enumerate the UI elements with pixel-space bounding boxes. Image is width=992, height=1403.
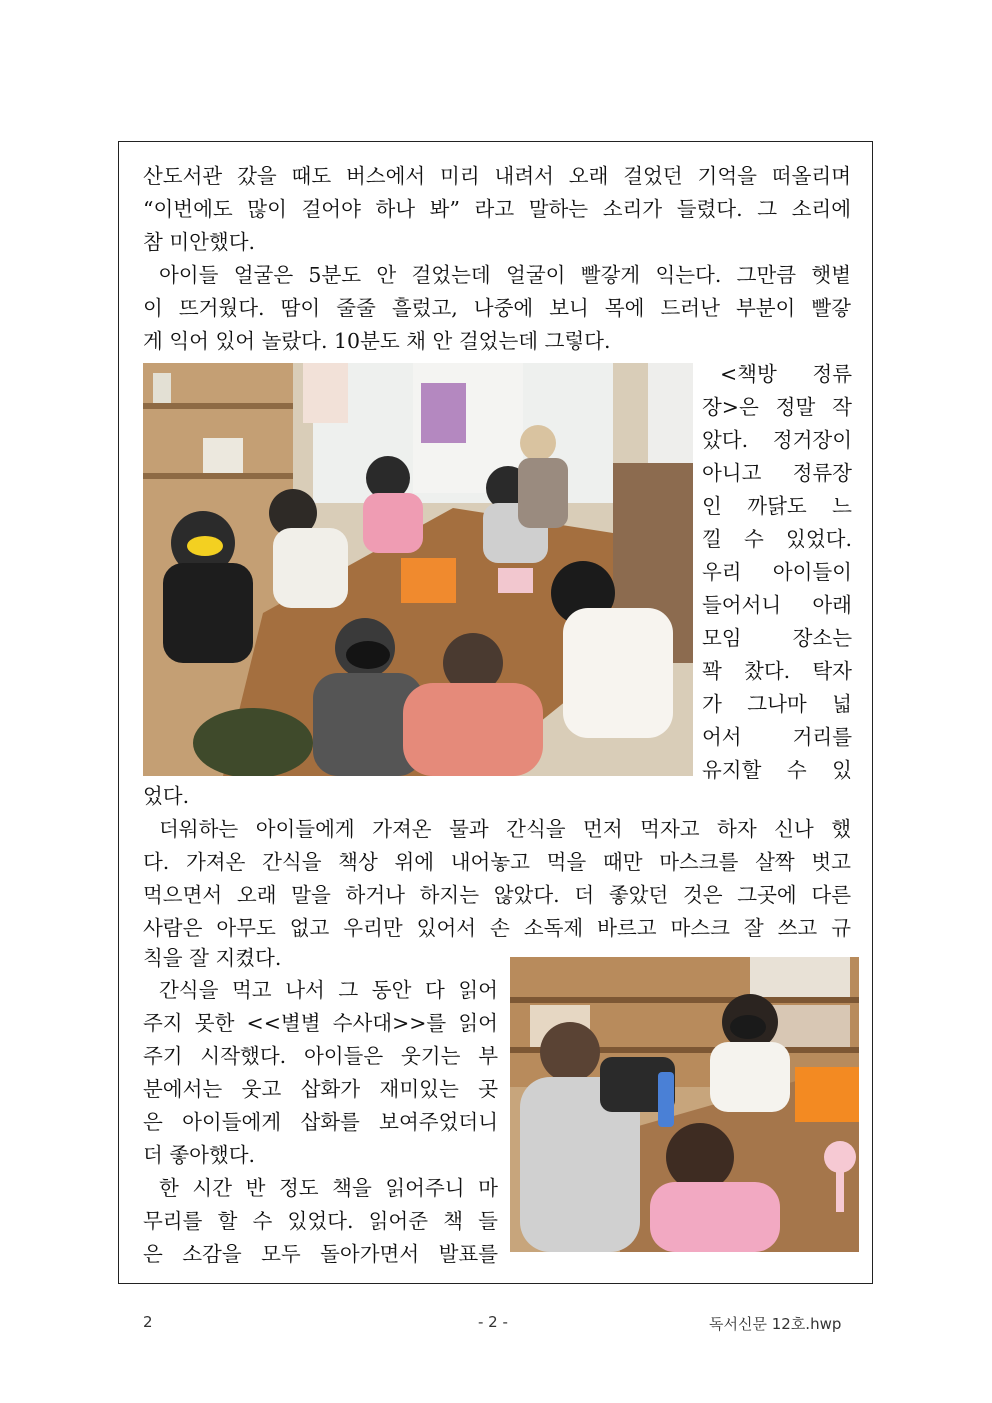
text-line: 낄 수 있었다. xyxy=(702,527,852,551)
text-line: 분에서는 웃고 삽화가 재미있는 곳 xyxy=(143,1077,498,1101)
text-line: 가 그나마 넓 xyxy=(702,692,852,716)
text-line: 참 미안했다. xyxy=(143,230,256,254)
text-line: <책방 정류 xyxy=(720,362,852,386)
text-line: “이번에도 많이 걸어야 하나 봐” 라고 말하는 소리가 들렸다. 그 소리에 xyxy=(143,197,851,221)
text-line: 모임 장소는 xyxy=(702,626,852,650)
text-line: 먹으면서 오래 말을 하거나 하지는 않았다. 더 좋았던 것은 그곳에 다른 xyxy=(143,883,851,907)
text-line: 더 좋아했다. xyxy=(143,1143,256,1167)
footer-center-page: - 2 - xyxy=(478,1313,508,1331)
text-line: 다. 가져온 간식을 책상 위에 내어놓고 먹을 때만 마스크를 살짝 벗고 xyxy=(143,850,851,874)
text-line: 더워하는 아이들에게 가져온 물과 간식을 먼저 먹자고 하자 신나 했 xyxy=(159,817,851,841)
text-line: 인 까닭도 느 xyxy=(702,494,852,518)
text-line: 었다. xyxy=(143,784,190,808)
text-line: 꽉 찼다. 탁자 xyxy=(702,659,852,683)
text-line: 게 익어 있어 놀랐다. 10분도 채 안 걸었는데 그렇다. xyxy=(143,329,611,353)
footer-page-number: 2 xyxy=(143,1313,153,1331)
children-reading-books-photo xyxy=(510,957,859,1252)
text-line: 한 시간 반 정도 책을 읽어주니 마 xyxy=(159,1176,498,1200)
text-line: 어서 거리를 xyxy=(702,725,852,749)
text-line: 사람은 아무도 없고 우리만 있어서 손 소독제 바르고 마스크 잘 쓰고 규 xyxy=(143,916,851,940)
text-line: 주지 못한 <<별별 수사대>>를 읽어 xyxy=(143,1011,498,1035)
text-line: 우리 아이들이 xyxy=(702,560,852,584)
text-line: 아이들 얼굴은 5분도 안 걸었는데 얼굴이 빨갛게 익는다. 그만큼 햇볕 xyxy=(159,263,851,287)
text-line: 들어서니 아래 xyxy=(702,593,852,617)
text-line: 이 뜨거웠다. 땀이 줄줄 흘렀고, 나중에 보니 목에 드러난 부분이 빨갛 xyxy=(143,296,851,320)
footer-filename: 독서신문 12호.hwp xyxy=(709,1315,842,1333)
text-line: 아니고 정류장 xyxy=(702,461,852,485)
text-line: 았다. 정거장이 xyxy=(702,428,852,452)
text-line: 유지할 수 있 xyxy=(702,758,852,782)
children-reading-at-table-photo xyxy=(143,363,693,776)
text-line: 산도서관 갔을 때도 버스에서 미리 내려서 오래 걸었던 기억을 떠올리며 xyxy=(143,164,851,188)
text-line: 칙을 잘 지켰다. xyxy=(143,946,282,970)
text-line: 장>은 정말 작 xyxy=(702,395,852,419)
text-line: 무리를 할 수 있었다. 읽어준 책 들 xyxy=(143,1209,498,1233)
text-line: 은 소감을 모두 돌아가면서 발표를 xyxy=(143,1242,498,1266)
text-line: 은 아이들에게 삽화를 보여주었더니 xyxy=(143,1110,498,1134)
text-line: 주기 시작했다. 아이들은 웃기는 부 xyxy=(143,1044,498,1068)
text-line: 간식을 먹고 나서 그 동안 다 읽어 xyxy=(159,978,498,1002)
